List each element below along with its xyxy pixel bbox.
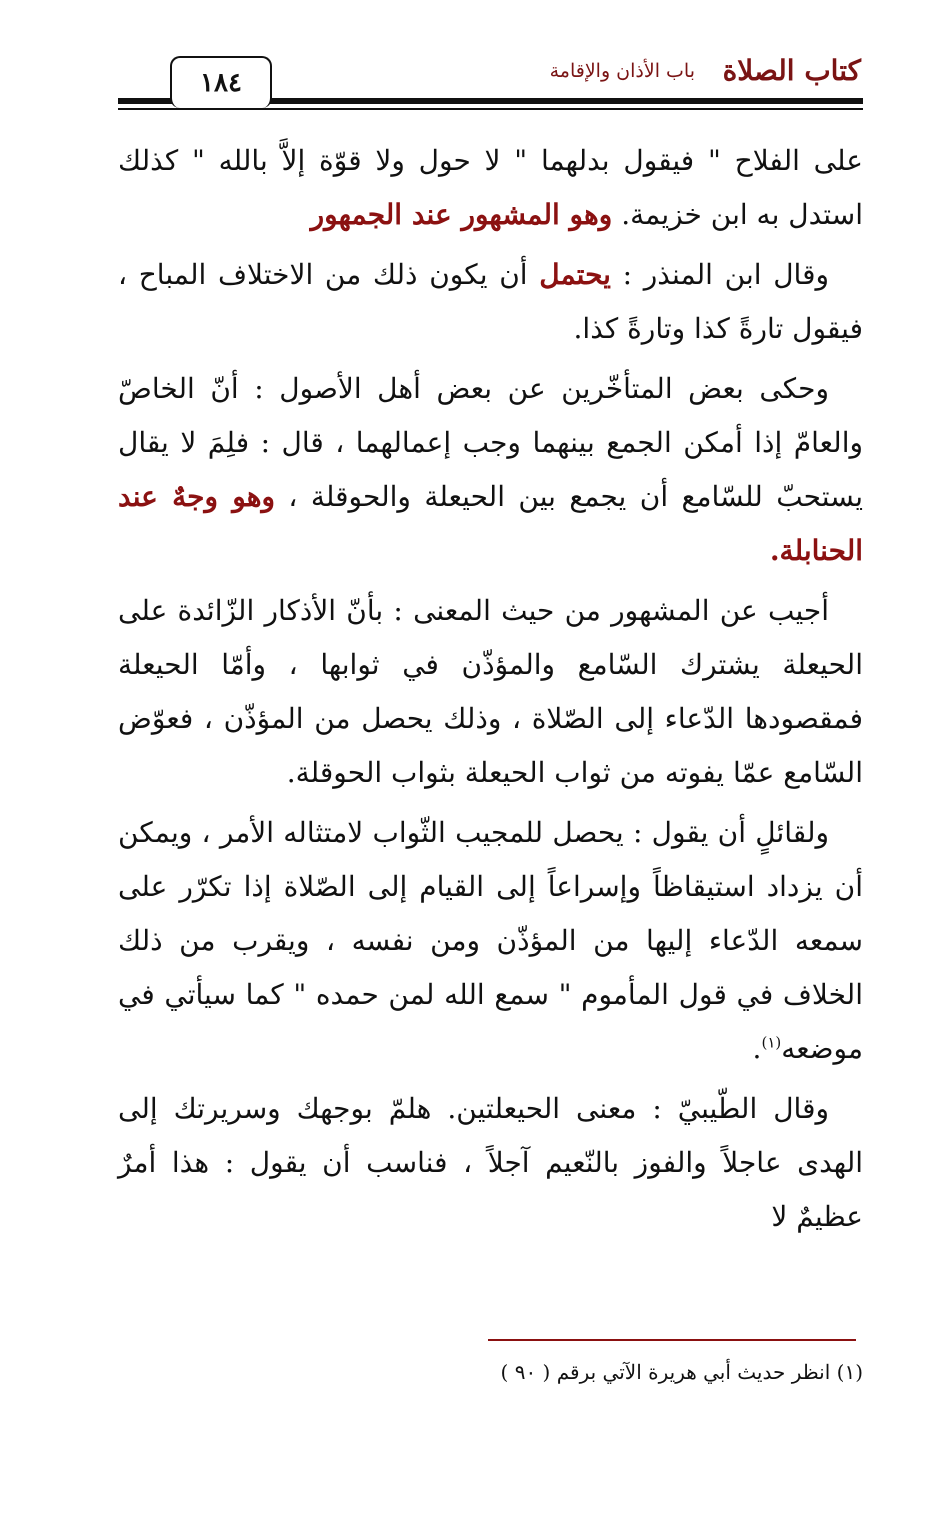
highlighted-text: وهو وجهٌ عند الحنابلة.	[118, 480, 863, 567]
paragraph	[118, 134, 863, 242]
text-run: أجيب عن المشهور من حيث المعنى : بأنّ الأذكار الزّائدة على الحيعلة يشترك السّامع والمؤذّن في ثوابها ، وأمّا الحيعلة فمقصودها الدّعاء إلى الصّلاة ، وذلك يحصل من المؤذّن ، فعوّض السّامع عمّا يفوته من ثواب الحيعلة بثواب الحوقلة.	[118, 594, 863, 789]
text-run: على الفلاح " فيقول بدلهما " لا حول ولا قوّة إلاَّ بالله " كذلك استدل به ابن خزيمة.	[118, 144, 863, 231]
paragraph	[118, 362, 863, 578]
page-header	[0, 0, 945, 112]
text-run: وقال ابن المنذر :	[610, 258, 829, 291]
header-rule-thin	[118, 108, 863, 110]
text-run: .	[752, 1032, 762, 1065]
text-run: ولقائلٍ أن يقول : يحصل للمجيب الثّواب لامتثاله الأمر ، ويمكن أن يزداد استيقاظاً وإسراعاً إلى القيام إلى الصّلاة إذا تكرّر على سمعه الدّعاء إليها من المؤذّن ومن نفسه ، ويقرب من ذلك الخلاف في قول المأموم " سمع الله لمن حمده " كما سيأتي في موضعه	[118, 816, 863, 1065]
footnote-marker: (١)	[761, 1033, 782, 1052]
footnote-separator	[488, 1339, 856, 1341]
text-run: أن يكون ذلك من الاختلاف المباح ، فيقول تارةً كذا وتارةً كذا.	[118, 258, 863, 345]
highlighted-text: وهو المشهور عند الجمهور	[310, 198, 613, 231]
paragraph	[118, 1082, 863, 1244]
chapter-title: باب الأذان والإقامة	[549, 60, 695, 82]
paragraph	[118, 806, 863, 1076]
paragraph	[118, 584, 863, 800]
paragraph	[118, 248, 863, 356]
highlighted-text: يحتمل	[539, 258, 611, 291]
text-run: وحكى بعض المتأخّرين عن بعض أهل الأصول : أنّ الخاصّ والعامّ إذا أمكن الجمع بينهما وجب إعمالهما ، قال : فلِمَ لا يقال يستحبّ للسّامع أن يجمع بين الحيعلة والحوقلة ،	[118, 372, 863, 513]
text-run: وقال الطّيبيّ : معنى الحيعلتين. هلمّ بوجهك وسريرتك إلى الهدى عاجلاً والفوز بالنّعيم آجلاً ، فناسب أن يقول : هذا أمرٌ عظيمٌ لا	[118, 1092, 863, 1233]
page-number: ١٨٤	[170, 56, 272, 108]
main-text	[118, 134, 863, 1250]
book-title: كتاب الصلاة	[722, 54, 861, 87]
footnote: (١) انظر حديث أبي هريرة الآتي برقم ( ٩٠ )	[500, 1360, 863, 1384]
